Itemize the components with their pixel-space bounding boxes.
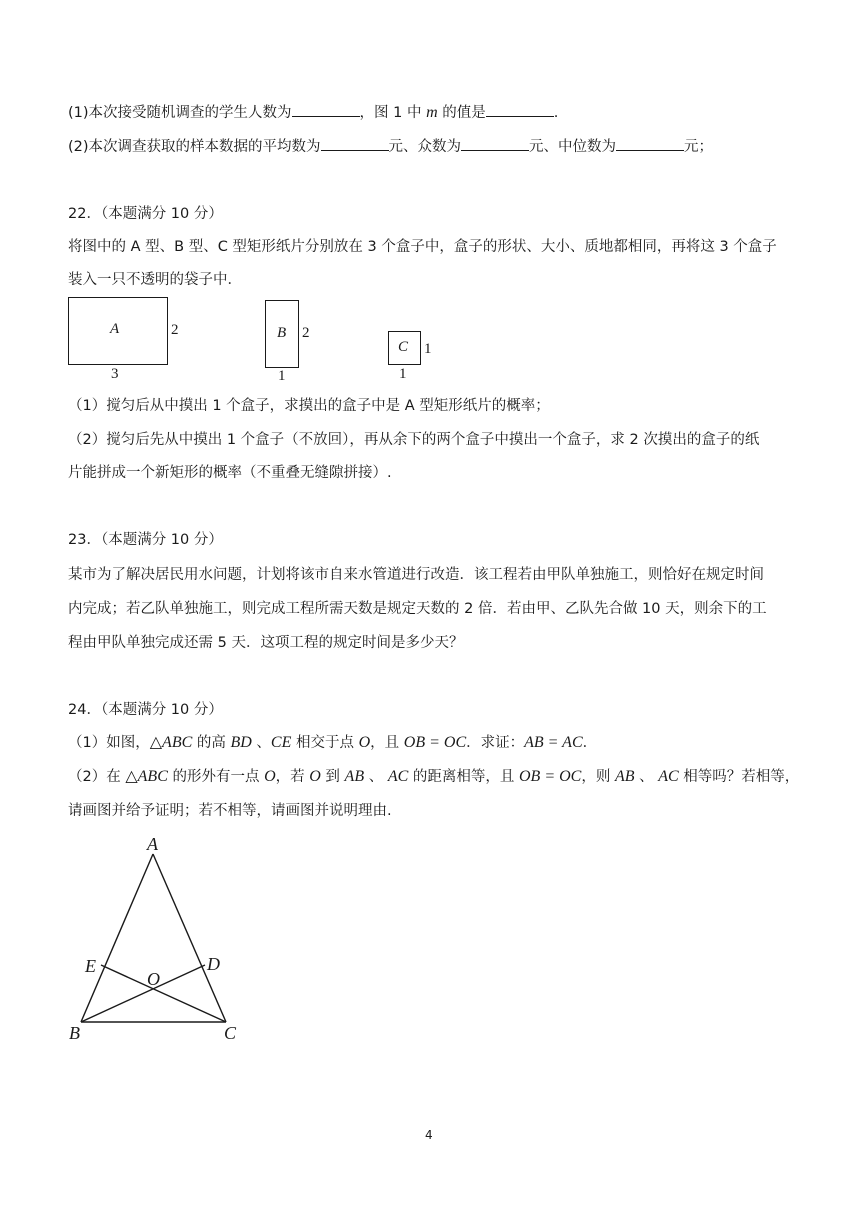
q21-sub1-text: (1)本次接受随机调查的学生人数为 — [68, 105, 292, 121]
q24-sub1-text: 相交于点 — [291, 735, 359, 751]
q24-sub2-text: 到 — [320, 769, 345, 785]
q23-para-line2: 内完成；若乙队单独施工，则完成工程所需天数是规定天数的 2 倍．若由甲、乙队先合做 10 天，则余下的工 — [68, 601, 767, 617]
q24-sub2-text: （2）在 — [68, 769, 126, 785]
q21-sub2-line — [68, 136, 713, 157]
q21-blank-count[interactable] — [292, 102, 360, 117]
q21-blank-m[interactable] — [486, 102, 554, 117]
q22-sub2-line1: （2）搅匀后先从中摸出 1 个盒子（不放回），再从余下的两个盒子中摸出一个盒子，求 2 次摸出的盒子的纸 — [68, 432, 760, 448]
q24-sub1-text: （1）如图， — [68, 735, 150, 751]
side-ab — [81, 854, 153, 1022]
q24-math: O — [264, 768, 276, 785]
vertex-c-label: C — [224, 1023, 237, 1043]
q22-para-line1: 将图中的 A 型、B 型、C 型矩形纸片分别放在 3 个盒子中，盒子的形状、大小、质地都相同，再将这 3 个盒子 — [68, 239, 777, 255]
q24-math: AB — [344, 768, 365, 785]
q24-sub2-line2: 请画图并给予证明；若不相等，请画图并说明理由. — [68, 803, 392, 819]
vertex-b-label: B — [69, 1023, 80, 1043]
q21-sub1-end: . — [553, 105, 559, 121]
q24-math: O — [309, 768, 321, 785]
rect-b-label: B — [277, 325, 287, 341]
q24-math: AC — [658, 768, 679, 785]
rect-a-side-label: 2 — [171, 322, 179, 338]
point-o-label: O — [147, 969, 160, 989]
q22-sub2-line2: 片能拼成一个新矩形的概率（不重叠无缝隙拼接）. — [68, 465, 392, 481]
rect-c-label: C — [398, 339, 409, 355]
q23-para-line3: 程由甲队单独完成还需 5 天．这项工程的规定时间是多少天？ — [68, 635, 464, 651]
q24-math: △ABC — [149, 734, 193, 751]
q21-sub1-text3: 的值是 — [437, 105, 486, 121]
q24-sub2-text: 、 — [634, 769, 659, 785]
rect-a-bottom-label: 3 — [111, 366, 119, 382]
q21-sub2-text: (2)本次调查获取的样本数据的平均数为 — [68, 139, 321, 155]
q21-var-m: m — [426, 104, 438, 121]
q24-sub1-text: ． — [582, 735, 598, 751]
q24-sub2-text: 的距离相等，且 — [408, 769, 519, 785]
q24-header: 24．（本题满分 10 分） — [68, 702, 223, 718]
q21-sub2-end: 元； — [684, 139, 714, 155]
rect-a-label: A — [110, 321, 120, 337]
altitude-bd — [81, 965, 205, 1022]
q24-sub2-text: 的形外有一点 — [167, 769, 265, 785]
q24-math: O — [358, 734, 371, 751]
q24-sub2-text: ，若 — [275, 769, 310, 785]
q24-sub1-text: 的高 — [192, 735, 231, 751]
q24-math: CE — [270, 734, 292, 751]
q22-sub1: （1）搅匀后从中摸出 1 个盒子，求摸出的盒子中是 A 型矩形纸片的概率； — [68, 398, 550, 414]
q23-header: 23．（本题满分 10 分） — [68, 532, 223, 548]
q21-blank-mode[interactable] — [461, 136, 529, 151]
rect-c-bottom-label: 1 — [399, 366, 407, 382]
rect-b-bottom-label: 1 — [278, 368, 286, 384]
q24-sub2-text: 相等吗？若相等， — [678, 769, 800, 785]
q24-sub1-text: ．求证： — [466, 735, 525, 751]
q22-para-line2: 装入一只不透明的袋子中． — [68, 272, 242, 288]
q21-blank-median[interactable] — [616, 136, 684, 151]
q24-math: AB — [614, 768, 635, 785]
point-d-label: D — [207, 954, 220, 974]
q24-math: OB = OC — [403, 734, 467, 751]
q24-sub2-line1 — [68, 767, 799, 787]
q24-math: △ABC — [125, 768, 168, 785]
q21-sub2-text2: 元、众数为 — [388, 139, 462, 155]
q21-sub2-text3: 元、中位数为 — [529, 139, 617, 155]
q24-math: BD — [230, 734, 252, 751]
q24-math: OB = OC — [518, 768, 582, 785]
q24-sub1-text: ，且 — [370, 735, 404, 751]
point-e-label: E — [85, 956, 96, 976]
q24-math: AC — [387, 768, 409, 785]
q22-header: 22．（本题满分 10 分） — [68, 206, 223, 222]
q21-blank-mean[interactable] — [321, 136, 389, 151]
q23-para-line1: 某市为了解决居民用水问题，计划将该市自来水管道进行改造．该工程若由甲队单独施工，则恰好在规定时间 — [68, 567, 764, 583]
rect-c-side-label: 1 — [424, 341, 432, 357]
side-ac — [153, 854, 226, 1022]
q24-sub1-text: 、 — [251, 735, 271, 751]
page-number: 4 — [425, 1128, 433, 1142]
q24-math: AB = AC — [524, 734, 583, 751]
q21-sub1-line — [68, 102, 558, 123]
q24-sub1-line — [68, 733, 597, 753]
vertex-a-label: A — [147, 834, 158, 854]
q24-sub2-text: ，则 — [581, 769, 615, 785]
q21-sub1-text2: ，图 1 中 — [359, 105, 427, 121]
q24-sub2-text: 、 — [364, 769, 388, 785]
rect-b-side-label: 2 — [302, 325, 310, 341]
triangle-figure — [60, 830, 280, 1045]
